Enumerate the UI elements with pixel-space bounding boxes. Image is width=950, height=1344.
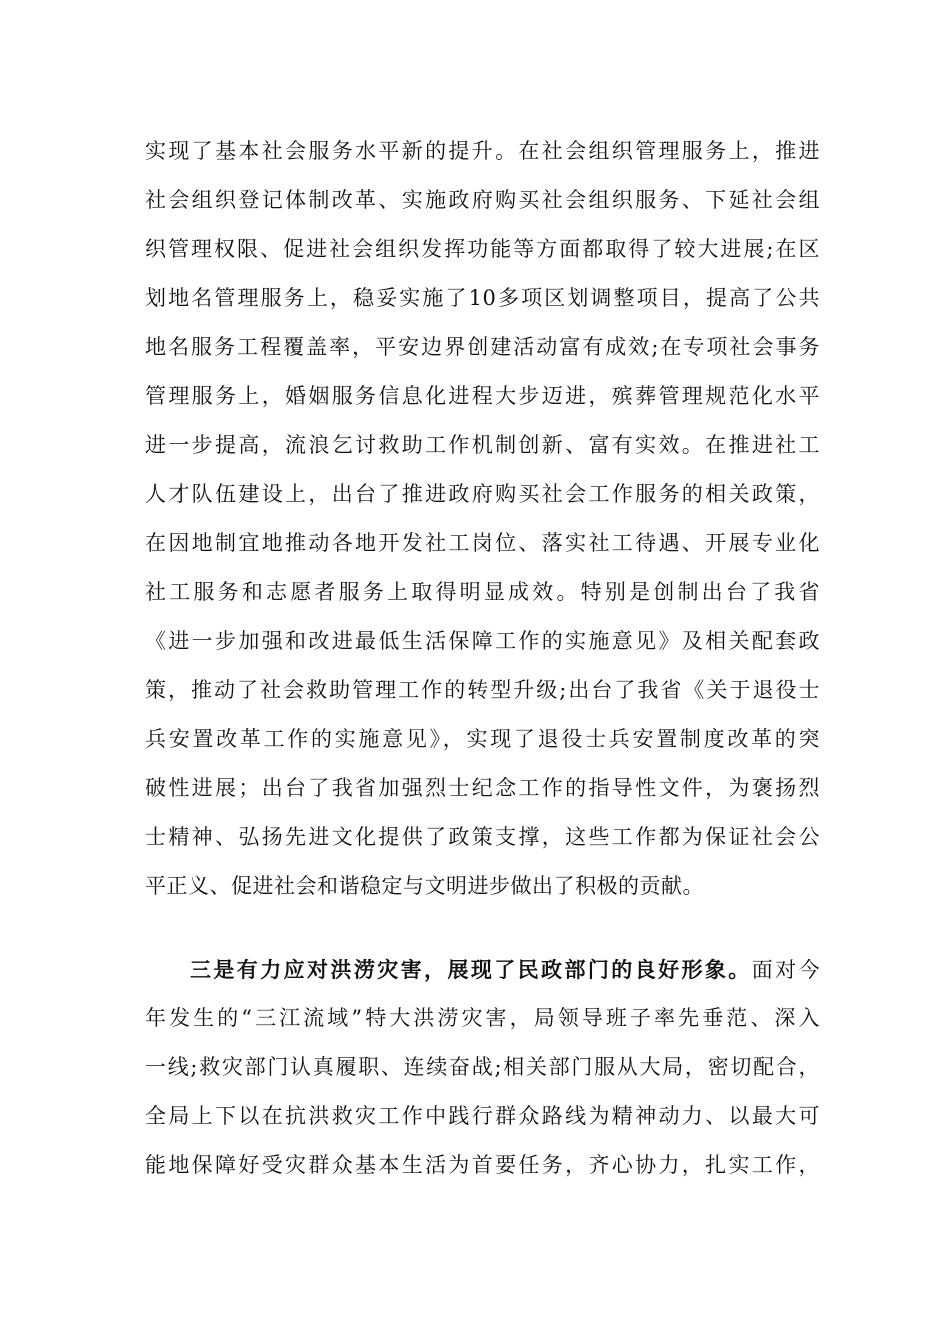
text-line: 划地名管理服务上，稳妥实施了10多项区划调整项目，提高了公共: [145, 286, 820, 310]
text-line: 策，推动了社会救助管理工作的转型升级;出台了我省《关于退役士: [145, 678, 820, 702]
text-line: 管理服务上，婚姻服务信息化进程大步迈进，殡葬管理规范化水平: [145, 384, 820, 408]
text-line: 社工服务和志愿者服务上取得明显成效。特别是创制出台了我省: [145, 580, 820, 604]
paragraph-first-line: [145, 945, 820, 994]
text-line: 进一步提高，流浪乞讨救助工作机制创新、富有实效。在推进社工: [145, 433, 820, 457]
body-paragraph-2: [145, 945, 820, 1190]
text-line: 能地保障好受灾群众基本生活为首要任务，齐心协力，扎实工作，: [145, 1153, 820, 1177]
text-line: 社会组织登记体制改革、实施政府购买社会组织服务、下延社会组: [145, 188, 820, 212]
text-line: 兵安置改革工作的实施意见》，实现了退役士兵安置制度改革的突: [145, 727, 820, 751]
text-line: 在因地制宜地推动各地开发社工岗位、落实社工待遇、开展专业化: [145, 531, 820, 555]
text-line: 地名服务工程覆盖率，平安边界创建活动富有成效;在专项社会事务: [145, 335, 820, 359]
text-line: 破性进展；出台了我省加强烈士纪念工作的指导性文件，为褒扬烈: [145, 776, 820, 800]
text-line: 士精神、弘扬先进文化提供了政策支撑，这些工作都为保证社会公: [145, 825, 820, 849]
text-line: 人才队伍建设上，出台了推进政府购买社会工作服务的相关政策，: [145, 482, 820, 506]
text-line-continuation: 面对今: [751, 958, 821, 982]
section-heading: 三是有力应对洪涝灾害，展现了民政部门的良好形象。: [190, 957, 752, 982]
text-line: 实现了基本社会服务水平新的提升。在社会组织管理服务上，推进: [145, 139, 820, 163]
text-line: 年发生的“三江流域”特大洪涝灾害，局领导班子率先垂范、深入: [145, 1006, 820, 1030]
text-line: 《进一步加强和改进最低生活保障工作的实施意见》及相关配套政: [145, 629, 820, 653]
text-line: 一线;救灾部门认真履职、连续奋战;相关部门服从大局，密切配合，: [145, 1055, 820, 1079]
text-line: 平正义、促进社会和谐稳定与文明进步做出了积极的贡献。: [145, 874, 704, 898]
text-line: 全局上下以在抗洪救灾工作中践行群众路线为精神动力、以最大可: [145, 1104, 820, 1128]
body-paragraph-1: [145, 127, 820, 911]
text-line: 织管理权限、促进社会组织发挥功能等方面都取得了较大进展;在区: [145, 237, 820, 261]
